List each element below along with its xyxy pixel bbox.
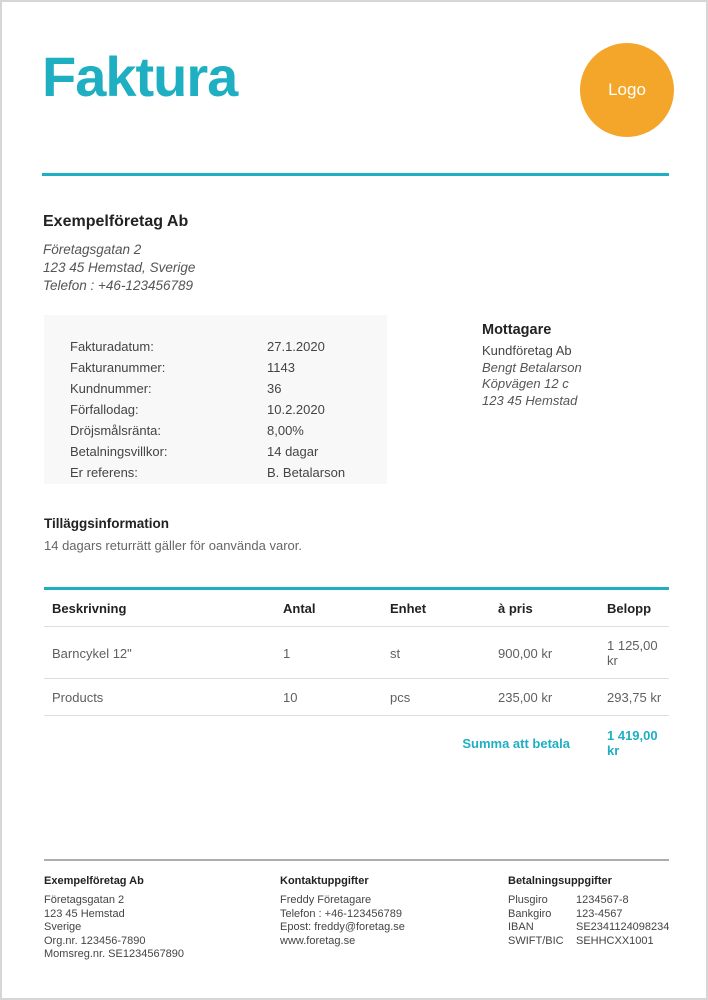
footer-payment-block [508,875,669,948]
payment-row [508,894,669,908]
detail-value: B. Betalarson [267,465,346,480]
detail-value: 8,00% [267,423,304,438]
header-divider [42,173,669,176]
item-amount: 1 125,00 kr [607,627,669,679]
footer-contact-block [280,875,405,948]
footer-contact-name: Freddy Företagare [280,894,372,906]
page-title: Faktura [42,45,238,108]
recipient-contact-name: Bengt Betalarson [482,359,582,375]
sender-address-line: Företagsgatan 2 [43,242,142,257]
total-row [44,716,669,769]
payment-label: IBAN [508,921,534,933]
invoice-detail-row [70,336,387,357]
logo-label: Logo [608,80,646,99]
recipient-company: Kundföretag Ab [482,343,572,358]
item-unit-price: 235,00 kr [498,679,607,716]
payment-value: 1234567-8 [576,894,629,906]
detail-label: Dröjsmålsränta: [70,423,162,438]
total-amount: 1 419,00 kr [607,728,658,758]
detail-value: 36 [267,381,282,396]
item-quantity: 10 [283,679,390,716]
recipient-address-line: Köpvägen 12 c [482,376,569,391]
item-amount: 293,75 kr [607,679,669,716]
detail-value: 10.2.2020 [267,402,325,417]
item-unit: st [390,627,498,679]
payment-row [508,908,669,922]
payment-label: Plusgiro [508,894,548,906]
item-quantity: 1 [283,627,390,679]
sender-block [43,213,195,295]
item-description: Products [44,679,283,716]
item-unit-price: 900,00 kr [498,627,607,679]
footer-company-block [44,875,184,962]
invoice-detail-row [70,357,387,378]
detail-label: Betalningsvillkor: [70,444,168,459]
sender-address-line: 123 45 Hemstad, Sverige [43,260,196,275]
item-unit: pcs [390,679,498,716]
footer-company-line: 123 45 Hemstad [44,907,125,920]
sender-name: Exempelföretag Ab [43,213,189,230]
invoice-detail-row [70,399,387,420]
invoice-detail-row [70,420,387,441]
column-header-description: Beskrivning [44,589,283,627]
payment-value: SE2341124098234 [576,921,670,933]
footer-contact-phone: Telefon : +46-123456789 [280,907,403,920]
footer-company-line: Sverige [44,921,82,933]
additional-info-heading: Tilläggsinformation [44,516,170,531]
items-table [44,587,669,768]
recipient-heading: Mottagare [482,322,552,338]
additional-info-block [44,516,302,553]
footer-contact-website: www.foretag.se [280,934,356,947]
footer-company-line: Företagsgatan 2 [44,894,125,906]
payment-row [508,921,669,935]
detail-value: 14 dagar [267,444,319,459]
footer-contact-heading: Kontaktuppgifter [280,875,369,887]
payment-value: 123-4567 [576,907,623,920]
invoice-details-box [44,315,387,484]
detail-label: Er referens: [70,465,138,480]
column-header-unit-price: à pris [498,589,607,627]
payment-row [508,935,669,949]
footer-org-number: Org.nr. 123456-7890 [44,934,146,947]
detail-value: 27.1.2020 [267,339,325,354]
recipient-address-line: 123 45 Hemstad [482,392,578,408]
sender-phone-line: Telefon : +46-123456789 [43,278,194,293]
detail-label: Kundnummer: [70,381,152,396]
table-row [44,679,669,716]
invoice-detail-row [70,441,387,462]
detail-label: Fakturadatum: [70,339,154,354]
company-logo [580,43,674,137]
column-header-amount: Belopp [607,589,669,627]
detail-label: Förfallodag: [70,402,139,417]
invoice-detail-row [70,462,387,483]
invoice-detail-row [70,378,387,399]
footer-vat-number: Momsreg.nr. SE1234567890 [44,948,185,960]
table-row [44,627,669,679]
additional-info-text: 14 dagars returrätt gäller för oanvända varor. [44,538,302,553]
items-header-row [44,589,669,627]
recipient-block [482,322,582,409]
payment-value: SEHHCXX1001 [576,934,654,947]
footer-company-heading: Exempelföretag Ab [44,875,144,887]
detail-value: 1143 [267,360,295,375]
footer-payment-heading: Betalningsuppgifter [508,875,612,887]
column-header-quantity: Antal [283,589,390,627]
item-description: Barncykel 12" [44,627,283,679]
column-header-unit: Enhet [390,589,498,627]
payment-label: Bankgiro [508,907,552,920]
detail-label: Fakturanummer: [70,360,166,375]
payment-label: SWIFT/BIC [508,934,564,947]
footer-contact-email: Epost: freddy@foretag.se [280,921,405,933]
footer [44,859,670,960]
total-label: Summa att betala [462,735,570,751]
